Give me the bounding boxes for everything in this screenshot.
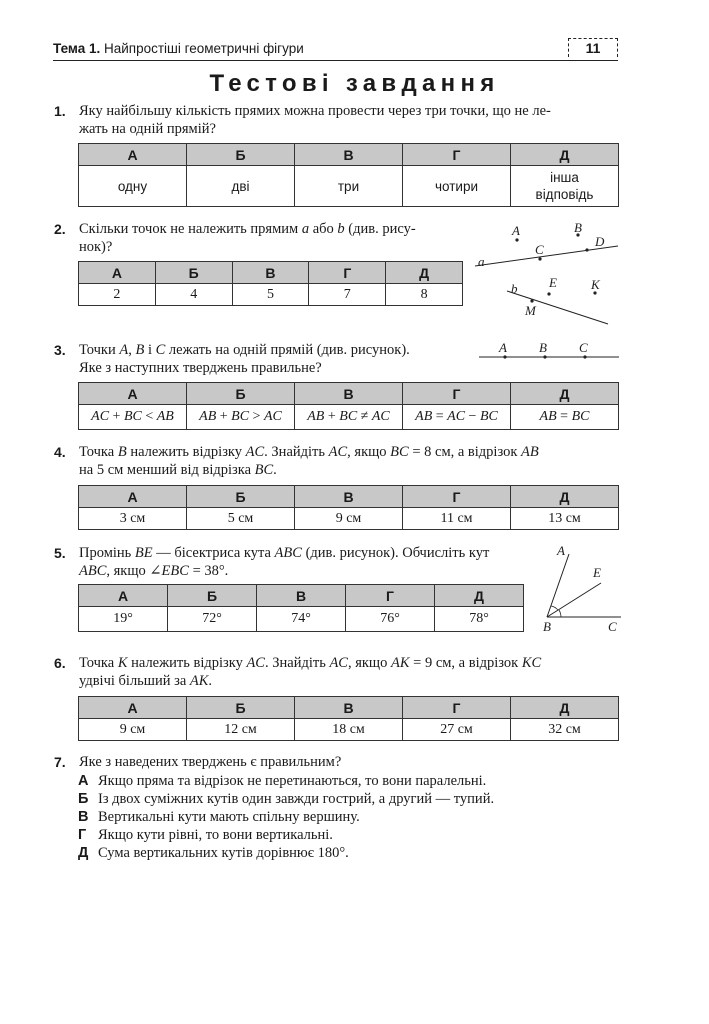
- q1-answer-c: три: [295, 166, 403, 207]
- q4-col-a: А: [79, 486, 187, 508]
- q4-col-d: Г: [403, 486, 511, 508]
- q6-answer-d: 27 см: [403, 719, 511, 741]
- q7-option-c: В Вертикальні кути мають спільну вершину.: [78, 809, 360, 825]
- q5-col-a: А: [79, 585, 168, 607]
- q3-text: Точки A, B і C лежать на одній прямій (див. рисунок). Яке з наступних тверджень правильне?: [79, 342, 410, 376]
- q1-answer-d: чотири: [403, 166, 511, 207]
- q1-col-c: В: [295, 144, 403, 166]
- label-K: K: [591, 277, 600, 292]
- page-number: 11: [568, 38, 618, 57]
- q4-text: Точка B належить відрізку AC. Знайдіть AC, якщо BC = 8 см, а відрізок AB на 5 см менший від відрізка BC.: [79, 444, 539, 478]
- q3-col-d: Г: [403, 383, 511, 405]
- q7-option-e: Д Сума вертикальних кутів дорівнює 180°.: [78, 845, 349, 861]
- q2-answer-e: 8: [386, 284, 463, 306]
- q5-col-c: В: [257, 585, 346, 607]
- q2-answer-a: 2: [79, 284, 156, 306]
- label-b: b: [511, 281, 518, 296]
- q2-col-e: Д: [386, 262, 463, 284]
- q4-col-c: В: [295, 486, 403, 508]
- page-title: Тестові завдання: [209, 70, 500, 97]
- label-E: E: [549, 275, 557, 290]
- label-A: A: [499, 340, 507, 355]
- q4-col-b: Б: [187, 486, 295, 508]
- q2-number: 2.: [54, 221, 66, 237]
- q3-answer-b: AB + BC > AC: [187, 405, 295, 430]
- q1-answer-table: [78, 143, 619, 207]
- q5-number: 5.: [54, 545, 66, 561]
- q6-answer-a: 9 см: [79, 719, 187, 741]
- q2-col-c: В: [232, 262, 309, 284]
- q4-answer-table: [78, 485, 619, 530]
- q2-answer-d: 7: [309, 284, 386, 306]
- q1-answer-b: дві: [187, 166, 295, 207]
- q7-option-d: Г Якщо кути рівні, то вони вертикальні.: [78, 827, 333, 843]
- q3-col-e: Д: [511, 383, 619, 405]
- q1-col-b: Б: [187, 144, 295, 166]
- q5-col-b: Б: [168, 585, 257, 607]
- label-C: C: [579, 340, 588, 355]
- q5-figure: [535, 540, 625, 635]
- q2-col-b: Б: [155, 262, 232, 284]
- q3-col-c: В: [295, 383, 403, 405]
- label-C: C: [535, 242, 544, 257]
- label-E: E: [593, 565, 601, 580]
- q4-answer-d: 11 см: [403, 508, 511, 530]
- q3-col-a: А: [79, 383, 187, 405]
- q5-answer-a: 19°: [79, 607, 168, 632]
- q2-figure: [470, 215, 630, 330]
- q4-answer-b: 5 см: [187, 508, 295, 530]
- label-A: A: [557, 543, 565, 558]
- q3-answer-e: AB = BC: [511, 405, 619, 430]
- label-B: B: [539, 340, 547, 355]
- line-b: [507, 291, 608, 324]
- q2-answer-table: [78, 261, 463, 306]
- q3-figure: [475, 338, 625, 368]
- label-C: C: [608, 619, 617, 634]
- label-A: A: [512, 223, 520, 238]
- q5-answer-c: 74°: [257, 607, 346, 632]
- q1-col-a: А: [79, 144, 187, 166]
- q4-answer-c: 9 см: [295, 508, 403, 530]
- q6-answer-e: 32 см: [511, 719, 619, 741]
- q1-answer-e: інша відповідь: [511, 166, 619, 207]
- label-D: D: [595, 234, 605, 249]
- q4-col-e: Д: [511, 486, 619, 508]
- q2-answer-c: 5: [232, 284, 309, 306]
- label-B: B: [543, 619, 551, 634]
- q5-answer-b: 72°: [168, 607, 257, 632]
- q7-text: Яке з наведених тверджень є правильним?: [79, 754, 342, 770]
- q3-answer-table: [78, 382, 619, 430]
- q4-number: 4.: [54, 444, 66, 460]
- line-a: [475, 246, 618, 266]
- ray-BE: [547, 583, 601, 617]
- q2-text: Скільки точок не належить прямим a або b (див. рису- нок)?: [79, 221, 416, 255]
- q6-col-a: А: [79, 697, 187, 719]
- q6-number: 6.: [54, 655, 66, 671]
- page-header: [53, 38, 618, 61]
- q2-col-d: Г: [309, 262, 386, 284]
- q5-answer-e: 78°: [435, 607, 524, 632]
- q3-number: 3.: [54, 342, 66, 358]
- q5-col-d: Г: [346, 585, 435, 607]
- q3-answer-d: AB = AC − BC: [403, 405, 511, 430]
- q1-answer-a: одну: [79, 166, 187, 207]
- q1-col-d: Г: [403, 144, 511, 166]
- q1-number: 1.: [54, 103, 66, 119]
- label-B: B: [574, 220, 582, 235]
- q4-answer-e: 13 см: [511, 508, 619, 530]
- q6-answer-table: [78, 696, 619, 741]
- q7-option-a: А Якщо пряма та відрізок не перетинаються, то вони паралельні.: [78, 773, 487, 789]
- q6-col-e: Д: [511, 697, 619, 719]
- q6-col-c: В: [295, 697, 403, 719]
- q6-text: Точка K належить відрізку AC. Знайдіть AC, якщо AK = 9 см, а відрізок KC удвічі більший за AK.: [79, 655, 542, 689]
- q5-answer-d: 76°: [346, 607, 435, 632]
- q7-number: 7.: [54, 754, 66, 770]
- q7-option-b: Б Із двох суміжних кутів один завжди гострий, а другий — тупий.: [78, 791, 495, 807]
- ray-BA: [547, 554, 569, 617]
- q6-col-b: Б: [187, 697, 295, 719]
- q3-col-b: Б: [187, 383, 295, 405]
- q3-answer-a: AC + BC < AB: [79, 405, 187, 430]
- q1-text: Яку найбільшу кількість прямих можна провести через три точки, що не ле- жать на одній прямій?: [79, 103, 551, 137]
- q4-answer-a: 3 см: [79, 508, 187, 530]
- q5-text: Промінь BE — бісектриса кута ABC (див. рисунок). Обчисліть кут ABC, якщо ∠EBC = 38°.: [79, 545, 490, 579]
- label-a: a: [478, 254, 485, 269]
- label-M: M: [525, 303, 536, 318]
- q6-col-d: Г: [403, 697, 511, 719]
- topic-title: Тема 1. Найпростіші геометричні фігури: [53, 41, 304, 56]
- q6-answer-c: 18 см: [295, 719, 403, 741]
- q6-answer-b: 12 см: [187, 719, 295, 741]
- q5-answer-table: [78, 584, 524, 632]
- q2-col-a: А: [79, 262, 156, 284]
- q3-answer-c: AB + BC ≠ AC: [295, 405, 403, 430]
- q2-answer-b: 4: [155, 284, 232, 306]
- q1-col-e: Д: [511, 144, 619, 166]
- q5-col-e: Д: [435, 585, 524, 607]
